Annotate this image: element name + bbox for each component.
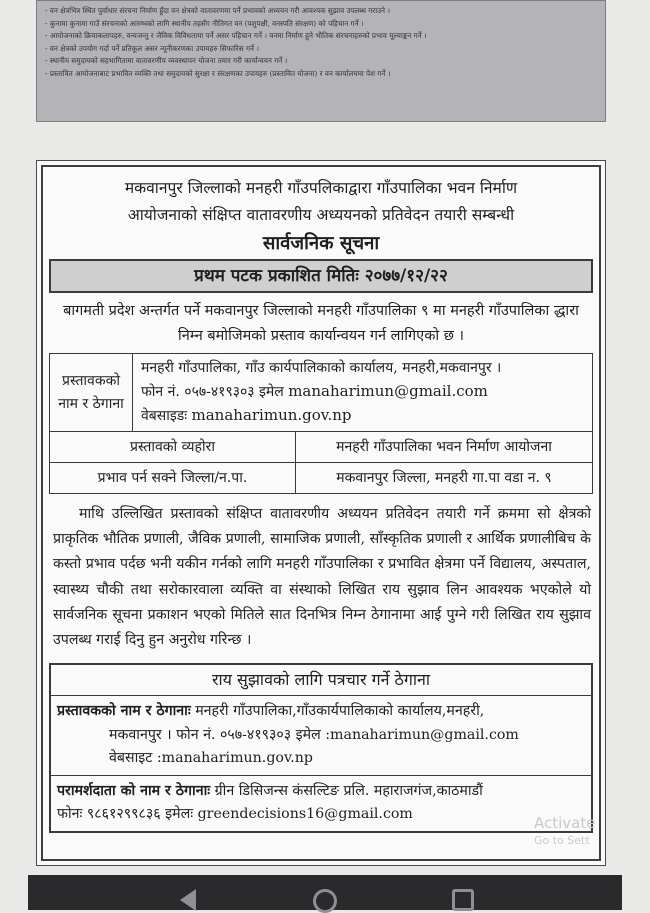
proposal-info-table: [49, 353, 593, 494]
table-row: [50, 432, 593, 463]
consultant-contact: फोनः ९८६१२९९८३६ इमेलः greendecisions16@gmail.com: [57, 806, 413, 823]
clipping-line: - स्थानीय समुदायको सहभागितामा वातावरणीय व्यवस्थापन योजना तयार गरी कार्यान्वयन गर्ने ।: [45, 56, 288, 66]
proposer-website-label: वेबसाइडः: [141, 408, 188, 424]
affected-area-label-cell: प्रभाव पर्न सक्ने जिल्ला/न.पा.: [50, 463, 296, 494]
proposer-phone: फोन नं. ०५७-४१९३०३ इमेल: [141, 384, 284, 400]
proposer-address-block: [51, 696, 591, 775]
notice-body: माथि उल्लिखित प्रस्तावको संक्षिप्त वातावरणीय अध्ययन प्रतिवेदन तयारी गर्ने क्रममा सो क्षेत्रको प्राकृतिक भौतिक प्रणाली, जैविक प्रणाली, सामाजिक प्रणाली, साँस्कृतिक प्रणाली र आर्थिक प्रणालीबिच के कस्तो प्रभाव पर्दछ भनी यकीन गर्नको लागि मनहरी गाँउपालिका र प्रभावित क्षेत्रमा पर्ने विद्यालय, अस्पताल, स्वास्थ्य चौकी तथा सरोकारवाला व्यक्ति वा संस्थाको लिखित राय सुझाव लिन आवश्यक भएकोले यो सार्वजनिक सूचना प्रकाशन भएको मितिले सात दिनभित्र निम्न ठेगानामा आई पुग्ने गरी लिखित राय सुझाव उपलब्ध गराई दिनु हुन अनुरोध गरिन्छ ।: [53, 506, 591, 649]
correspondence-address-box: [49, 663, 596, 833]
proposer-address-line-2: मकवानपुर । फोन नं. ०५७-४१९३०३ इमेल :manaharimun@gmail.com: [109, 726, 519, 743]
notice-intro: बागमती प्रदेश अन्तर्गत पर्ने मकवानपुर जिल्लाको मनहरी गाँउपालिका ९ मा मनहरी गाँउपालिका द्धारा निम्न बमोजिमको प्रस्ताव कार्यान्वयन गर्न लागिएको छ ।: [63, 303, 579, 344]
nature-value-cell: मनहरी गाँउपालिका भवन निर्माण आयोजना: [295, 432, 592, 463]
consultant-address-line-1: [57, 780, 585, 804]
clipping-line: - वन क्षेत्रको उपयोग गर्दा पर्ने प्रतिकूल असर न्यूनीकरणका उपायहरु सिफारिस गर्ने ।: [45, 43, 260, 53]
heading-line-1: मकवानपुर जिल्लाको मनहरी गाँउपलिकाद्वारा गाँउपालिका भवन निर्माण: [124, 179, 518, 197]
watermark-line-2: Go to Sett: [534, 834, 590, 847]
consultant-address-block: [51, 775, 591, 831]
public-notice: [36, 160, 606, 866]
notice-title: सार्वजनिक सूचना: [262, 233, 380, 254]
back-icon[interactable]: [180, 889, 196, 911]
consultant-address-key: परामर्शदाता को नाम र ठेगानाः: [57, 782, 211, 799]
notice-heading: [43, 167, 599, 229]
proposer-value-cell: [133, 354, 593, 432]
proposer-website-row: [141, 404, 584, 428]
clipping-line: - प्रस्तावित आयोजनाबाट प्रभावित व्यक्ति तथा समुदायको सुरक्षा र संरक्षणका उपायहरु (प्रस्तावित योजना) र वन कार्यालयमा पेश गर्ने ।: [45, 68, 391, 78]
table-row: [50, 463, 593, 494]
clipping-line: - वन क्षेत्रभित्र स्थित पुर्वाधार संरचना निर्माण हुँदा वन क्षेत्रको वातावरणमा पर्ने प्रभावको अध्ययन गरी आवश्यक सुझाव उपलब्ध गराउने ।: [45, 6, 390, 15]
android-navigation-bar: [28, 875, 622, 910]
home-icon[interactable]: [313, 889, 337, 913]
recent-apps-icon[interactable]: [452, 889, 474, 911]
watermark-line-1: Activate: [534, 814, 596, 832]
clipping-line: - कुनामा कुनामा गाउँ संरचनाको आरम्भको लागि स्थानीय तहसँग नीतिगत वन (पशुपक्षी, वनस्पति संरक्षण) को पहिचान गर्ने ।: [45, 18, 364, 28]
heading-line-2: आयोजनाको संक्षिप्त वातावरणीय अध्ययनको प्रतिवेदन तयारी सम्बन्धी: [127, 206, 515, 224]
proposer-office: मनहरी गाँउपालिका, गाँउ कार्यपालिकाको कार्यालय, मनहरी,मकवानपुर ।: [141, 360, 502, 376]
proposer-email: manaharimun@gmail.com: [288, 382, 488, 400]
notice-border: [41, 165, 601, 861]
proposer-contact: [141, 380, 584, 404]
proposer-address-line-1: [57, 700, 585, 724]
proposer-website: manaharimun.gov.np: [191, 406, 352, 424]
affected-area-value-cell: मकवानपुर जिल्ला, मनहरी गा.पा वडा न. ९: [295, 463, 592, 494]
table-row: [50, 354, 593, 432]
activation-watermark: [534, 814, 595, 850]
proposer-address-line-3: वेबसाइट :manaharimun.gov.np: [109, 750, 314, 767]
consultant-address-value: ग्रीन डिसिजन्स कंसल्टिङ प्रलि. महाराजगंज,काठमाडौं: [214, 782, 483, 799]
clipping-line: - आयोजनाको क्रियाकलापहरु, वन्यजन्तु र जैविक विविधतामा पर्ने असर पहिचान गर्ने । वनमा निर्माण हुने भौतिक संरचनाहरुको प्रभाव मूल्याङ्कन गर्ने ।: [45, 31, 427, 41]
proposer-address-key: प्रस्तावकको नाम र ठेगानाः: [57, 703, 191, 720]
proposer-label-cell: प्रस्तावकको नाम र ठेगाना: [50, 354, 133, 432]
publish-date-bar: प्रथम पटक प्रकाशित मितिः २०७७/१२/२२: [49, 259, 593, 293]
proposer-address-value: मनहरी गाँउपालिका,गाँउकार्यपालिकाको कार्यालय,मनहरी,: [195, 703, 485, 720]
nature-label-cell: प्रस्तावको व्यहोरा: [50, 432, 296, 463]
correspondence-heading: राय सुझावको लागि पत्रचार गर्ने ठेगाना: [51, 665, 591, 696]
previous-notice-clipping: [36, 0, 606, 122]
